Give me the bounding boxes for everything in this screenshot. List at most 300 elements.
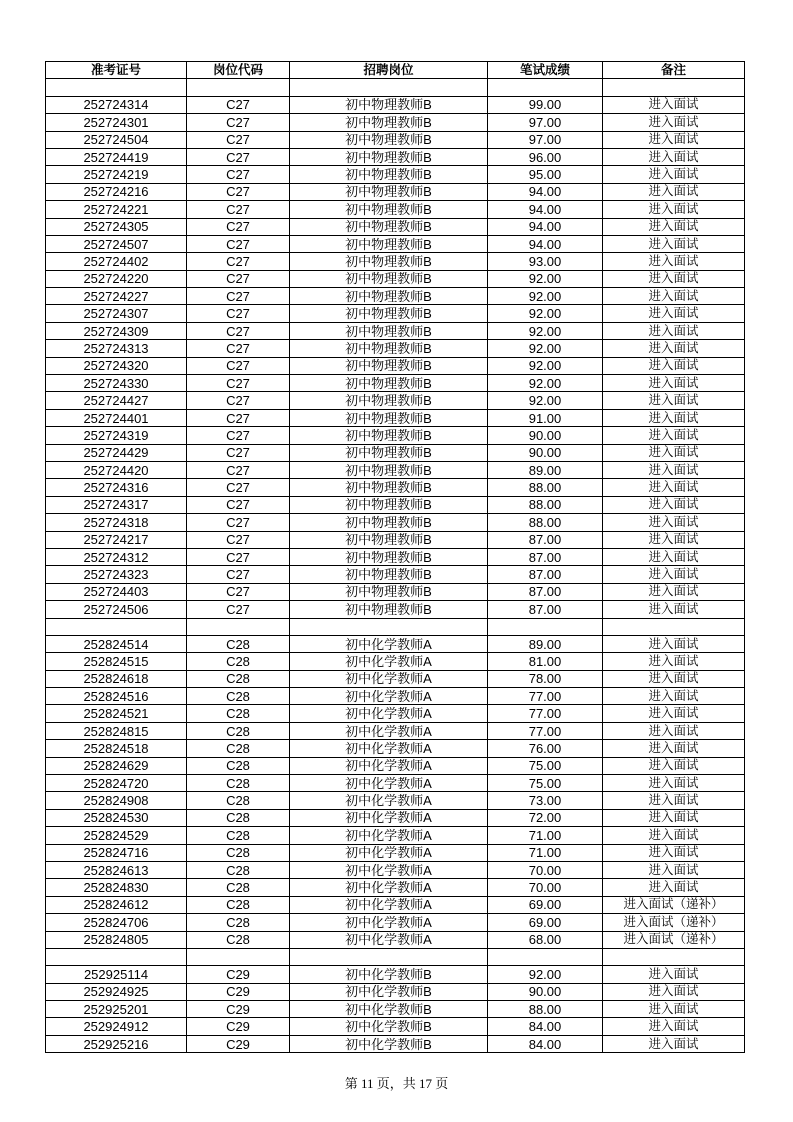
cell-written-score xyxy=(488,948,603,965)
cell-exam-id: 252724320 xyxy=(46,357,187,374)
cell-written-score: 88.00 xyxy=(488,1001,603,1018)
table-row xyxy=(46,444,745,461)
cell-exam-id: 252724330 xyxy=(46,375,187,392)
cell-remark xyxy=(603,618,745,635)
cell-written-score: 95.00 xyxy=(488,166,603,183)
cell-remark: 进入面试 xyxy=(603,635,745,652)
blank-row xyxy=(46,948,745,965)
table-row xyxy=(46,861,745,878)
cell-exam-id xyxy=(46,79,187,96)
cell-remark: 进入面试 xyxy=(603,340,745,357)
cell-exam-id: 252824629 xyxy=(46,757,187,774)
cell-exam-id: 252824830 xyxy=(46,879,187,896)
cell-exam-id: 252824815 xyxy=(46,722,187,739)
cell-written-score: 92.00 xyxy=(488,288,603,305)
cell-post-code: C27 xyxy=(187,548,290,565)
cell-post-name: 初中化学教师B xyxy=(290,1001,488,1018)
cell-remark: 进入面试 xyxy=(603,514,745,531)
table-row xyxy=(46,583,745,600)
cell-written-score: 92.00 xyxy=(488,357,603,374)
cell-post-name: 初中化学教师A xyxy=(290,670,488,687)
cell-remark: 进入面试 xyxy=(603,305,745,322)
header-row xyxy=(46,62,745,79)
table-row xyxy=(46,914,745,931)
cell-post-code: C28 xyxy=(187,879,290,896)
cell-written-score: 92.00 xyxy=(488,375,603,392)
cell-written-score xyxy=(488,79,603,96)
cell-remark: 进入面试 xyxy=(603,827,745,844)
table-row xyxy=(46,427,745,444)
cell-exam-id: 252824518 xyxy=(46,740,187,757)
cell-post-code: C28 xyxy=(187,844,290,861)
cell-remark: 进入面试 xyxy=(603,96,745,113)
cell-post-code: C27 xyxy=(187,583,290,600)
table-row xyxy=(46,966,745,983)
cell-post-code: C27 xyxy=(187,270,290,287)
cell-exam-id: 252724429 xyxy=(46,444,187,461)
cell-written-score: 81.00 xyxy=(488,653,603,670)
cell-exam-id: 252724403 xyxy=(46,583,187,600)
cell-written-score: 90.00 xyxy=(488,983,603,1000)
cell-remark: 进入面试 xyxy=(603,809,745,826)
table-row xyxy=(46,357,745,374)
cell-written-score: 87.00 xyxy=(488,548,603,565)
cell-remark: 进入面试 xyxy=(603,496,745,513)
table-row xyxy=(46,775,745,792)
cell-post-code: C28 xyxy=(187,722,290,739)
cell-written-score xyxy=(488,618,603,635)
table-row xyxy=(46,983,745,1000)
cell-written-score: 84.00 xyxy=(488,1035,603,1052)
cell-remark: 进入面试 xyxy=(603,775,745,792)
cell-remark: 进入面试（递补） xyxy=(603,914,745,931)
cell-post-name: 初中物理教师B xyxy=(290,340,488,357)
cell-post-code: C28 xyxy=(187,670,290,687)
cell-post-code: C27 xyxy=(187,148,290,165)
cell-remark: 进入面试 xyxy=(603,566,745,583)
cell-post-name: 初中化学教师A xyxy=(290,792,488,809)
table-row xyxy=(46,740,745,757)
cell-remark: 进入面试 xyxy=(603,444,745,461)
cell-post-name: 初中物理教师B xyxy=(290,114,488,131)
cell-post-name: 初中化学教师A xyxy=(290,844,488,861)
cell-exam-id: 252724419 xyxy=(46,148,187,165)
cell-post-code: C28 xyxy=(187,688,290,705)
cell-remark: 进入面试 xyxy=(603,670,745,687)
cell-remark: 进入面试 xyxy=(603,201,745,218)
cell-post-code: C27 xyxy=(187,479,290,496)
cell-exam-id: 252724319 xyxy=(46,427,187,444)
cell-post-code: C29 xyxy=(187,1001,290,1018)
cell-post-code: C29 xyxy=(187,966,290,983)
cell-post-name: 初中物理教师B xyxy=(290,461,488,478)
cell-written-score: 72.00 xyxy=(488,809,603,826)
table-row xyxy=(46,792,745,809)
table-row xyxy=(46,496,745,513)
cell-remark: 进入面试（递补） xyxy=(603,931,745,948)
table-row xyxy=(46,635,745,652)
cell-remark: 进入面试 xyxy=(603,253,745,270)
cell-written-score: 77.00 xyxy=(488,688,603,705)
header-written-score: 笔试成绩 xyxy=(488,62,603,79)
cell-written-score: 90.00 xyxy=(488,444,603,461)
table-row xyxy=(46,566,745,583)
cell-post-name: 初中物理教师B xyxy=(290,409,488,426)
cell-remark: 进入面试 xyxy=(603,548,745,565)
cell-remark: 进入面试 xyxy=(603,861,745,878)
cell-exam-id: 252724401 xyxy=(46,409,187,426)
cell-exam-id: 252724301 xyxy=(46,114,187,131)
table-row xyxy=(46,879,745,896)
cell-written-score: 88.00 xyxy=(488,514,603,531)
cell-post-name: 初中化学教师A xyxy=(290,879,488,896)
cell-exam-id: 252924925 xyxy=(46,983,187,1000)
cell-exam-id xyxy=(46,618,187,635)
cell-written-score: 87.00 xyxy=(488,601,603,618)
cell-post-name: 初中化学教师A xyxy=(290,809,488,826)
cell-written-score: 87.00 xyxy=(488,583,603,600)
cell-remark: 进入面试 xyxy=(603,1001,745,1018)
cell-post-name: 初中化学教师A xyxy=(290,653,488,670)
cell-post-code: C27 xyxy=(187,566,290,583)
cell-remark: 进入面试 xyxy=(603,844,745,861)
cell-exam-id: 252925216 xyxy=(46,1035,187,1052)
cell-written-score: 92.00 xyxy=(488,966,603,983)
cell-post-name: 初中物理教师B xyxy=(290,479,488,496)
cell-remark: 进入面试 xyxy=(603,479,745,496)
cell-remark: 进入面试 xyxy=(603,653,745,670)
cell-post-code: C27 xyxy=(187,392,290,409)
cell-remark: 进入面试 xyxy=(603,879,745,896)
table-row xyxy=(46,844,745,861)
cell-exam-id: 252824529 xyxy=(46,827,187,844)
cell-post-code: C27 xyxy=(187,601,290,618)
table-row xyxy=(46,688,745,705)
cell-post-name: 初中物理教师B xyxy=(290,427,488,444)
cell-exam-id: 252724312 xyxy=(46,548,187,565)
table-row xyxy=(46,670,745,687)
cell-exam-id: 252824805 xyxy=(46,931,187,948)
cell-post-name: 初中化学教师B xyxy=(290,966,488,983)
cell-post-name: 初中化学教师A xyxy=(290,722,488,739)
cell-post-name: 初中物理教师B xyxy=(290,235,488,252)
cell-post-code: C27 xyxy=(187,201,290,218)
cell-post-name: 初中物理教师B xyxy=(290,131,488,148)
cell-remark: 进入面试 xyxy=(603,183,745,200)
page-footer: 第 11 页，共 17 页 xyxy=(344,1076,449,1091)
cell-exam-id: 252724317 xyxy=(46,496,187,513)
cell-post-name: 初中物理教师B xyxy=(290,322,488,339)
cell-post-name: 初中物理教师B xyxy=(290,148,488,165)
cell-remark: 进入面试 xyxy=(603,705,745,722)
cell-post-code: C27 xyxy=(187,253,290,270)
cell-post-name: 初中物理教师B xyxy=(290,375,488,392)
cell-post-name: 初中物理教师B xyxy=(290,531,488,548)
cell-post-code: C27 xyxy=(187,427,290,444)
cell-post-name xyxy=(290,948,488,965)
cell-remark: 进入面试 xyxy=(603,114,745,131)
cell-post-code: C27 xyxy=(187,166,290,183)
cell-written-score: 78.00 xyxy=(488,670,603,687)
table-row xyxy=(46,183,745,200)
table-row xyxy=(46,531,745,548)
cell-written-score: 99.00 xyxy=(488,96,603,113)
cell-exam-id: 252824720 xyxy=(46,775,187,792)
table-row xyxy=(46,705,745,722)
cell-remark: 进入面试 xyxy=(603,392,745,409)
cell-written-score: 70.00 xyxy=(488,879,603,896)
cell-exam-id: 252724427 xyxy=(46,392,187,409)
cell-exam-id: 252724305 xyxy=(46,218,187,235)
header-remark: 备注 xyxy=(603,62,745,79)
table-row xyxy=(46,270,745,287)
cell-post-name: 初中化学教师A xyxy=(290,635,488,652)
cell-post-code xyxy=(187,618,290,635)
cell-exam-id: 252824612 xyxy=(46,896,187,913)
cell-post-code: C27 xyxy=(187,305,290,322)
cell-post-name: 初中物理教师B xyxy=(290,583,488,600)
cell-remark: 进入面试 xyxy=(603,148,745,165)
cell-remark: 进入面试 xyxy=(603,235,745,252)
cell-post-code: C27 xyxy=(187,444,290,461)
cell-exam-id: 252824516 xyxy=(46,688,187,705)
cell-exam-id: 252824613 xyxy=(46,861,187,878)
cell-exam-id: 252824530 xyxy=(46,809,187,826)
cell-exam-id: 252724316 xyxy=(46,479,187,496)
cell-remark: 进入面试 xyxy=(603,288,745,305)
table-row xyxy=(46,1001,745,1018)
cell-written-score: 76.00 xyxy=(488,740,603,757)
cell-post-code: C27 xyxy=(187,131,290,148)
cell-post-code: C29 xyxy=(187,1035,290,1052)
cell-written-score: 77.00 xyxy=(488,705,603,722)
cell-exam-id: 252724314 xyxy=(46,96,187,113)
cell-exam-id: 252724217 xyxy=(46,531,187,548)
cell-post-code: C28 xyxy=(187,931,290,948)
header-exam-id: 准考证号 xyxy=(46,62,187,79)
cell-exam-id: 252925201 xyxy=(46,1001,187,1018)
cell-post-code: C28 xyxy=(187,792,290,809)
cell-exam-id: 252824515 xyxy=(46,653,187,670)
cell-written-score: 71.00 xyxy=(488,844,603,861)
cell-remark: 进入面试 xyxy=(603,583,745,600)
table-row xyxy=(46,253,745,270)
cell-exam-id xyxy=(46,948,187,965)
cell-post-code: C27 xyxy=(187,531,290,548)
cell-remark: 进入面试 xyxy=(603,688,745,705)
cell-remark: 进入面试 xyxy=(603,131,745,148)
cell-exam-id: 252824521 xyxy=(46,705,187,722)
cell-exam-id: 252724219 xyxy=(46,166,187,183)
cell-post-code: C27 xyxy=(187,375,290,392)
cell-exam-id: 252724402 xyxy=(46,253,187,270)
cell-written-score: 94.00 xyxy=(488,201,603,218)
cell-post-code: C27 xyxy=(187,114,290,131)
cell-post-name: 初中物理教师B xyxy=(290,444,488,461)
cell-post-code: C27 xyxy=(187,357,290,374)
cell-post-name: 初中化学教师A xyxy=(290,861,488,878)
cell-post-code: C27 xyxy=(187,288,290,305)
cell-remark xyxy=(603,948,745,965)
cell-exam-id: 252925114 xyxy=(46,966,187,983)
cell-post-code: C27 xyxy=(187,514,290,531)
cell-post-code: C28 xyxy=(187,653,290,670)
cell-post-code: C28 xyxy=(187,896,290,913)
table-row xyxy=(46,322,745,339)
cell-post-code: C29 xyxy=(187,1018,290,1035)
cell-post-code: C27 xyxy=(187,496,290,513)
cell-post-code: C28 xyxy=(187,827,290,844)
cell-post-name: 初中物理教师B xyxy=(290,566,488,583)
header-post-code: 岗位代码 xyxy=(187,62,290,79)
cell-exam-id: 252724318 xyxy=(46,514,187,531)
cell-remark: 进入面试 xyxy=(603,218,745,235)
cell-post-name: 初中物理教师B xyxy=(290,496,488,513)
cell-post-name: 初中物理教师B xyxy=(290,514,488,531)
cell-post-code: C28 xyxy=(187,809,290,826)
cell-post-name: 初中化学教师A xyxy=(290,775,488,792)
cell-exam-id: 252724420 xyxy=(46,461,187,478)
cell-written-score: 87.00 xyxy=(488,566,603,583)
cell-post-name: 初中物理教师B xyxy=(290,548,488,565)
cell-post-name: 初中化学教师B xyxy=(290,983,488,1000)
cell-post-name: 初中物理教师B xyxy=(290,357,488,374)
table-body xyxy=(46,79,745,1053)
cell-exam-id: 252724216 xyxy=(46,183,187,200)
cell-post-name: 初中化学教师B xyxy=(290,1018,488,1035)
cell-written-score: 94.00 xyxy=(488,235,603,252)
cell-post-name: 初中化学教师A xyxy=(290,896,488,913)
cell-post-name: 初中物理教师B xyxy=(290,305,488,322)
cell-post-name xyxy=(290,618,488,635)
table-row xyxy=(46,201,745,218)
cell-post-code: C27 xyxy=(187,340,290,357)
cell-post-name: 初中物理教师B xyxy=(290,601,488,618)
cell-post-name: 初中化学教师A xyxy=(290,688,488,705)
cell-remark: 进入面试 xyxy=(603,375,745,392)
cell-post-code: C27 xyxy=(187,218,290,235)
cell-written-score: 77.00 xyxy=(488,722,603,739)
cell-exam-id: 252724313 xyxy=(46,340,187,357)
table-row xyxy=(46,461,745,478)
cell-remark: 进入面试 xyxy=(603,461,745,478)
cell-exam-id: 252724227 xyxy=(46,288,187,305)
table-row xyxy=(46,827,745,844)
cell-remark: 进入面试（递补） xyxy=(603,896,745,913)
cell-remark: 进入面试 xyxy=(603,409,745,426)
table-row xyxy=(46,409,745,426)
cell-written-score: 73.00 xyxy=(488,792,603,809)
cell-post-code: C27 xyxy=(187,409,290,426)
table-row xyxy=(46,166,745,183)
cell-exam-id: 252924912 xyxy=(46,1018,187,1035)
cell-post-code: C28 xyxy=(187,914,290,931)
cell-post-code: C27 xyxy=(187,235,290,252)
table-row xyxy=(46,96,745,113)
table-row xyxy=(46,757,745,774)
table-row xyxy=(46,1018,745,1035)
table-row xyxy=(46,896,745,913)
cell-post-name: 初中化学教师A xyxy=(290,914,488,931)
cell-remark: 进入面试 xyxy=(603,792,745,809)
cell-post-code: C28 xyxy=(187,740,290,757)
cell-written-score: 96.00 xyxy=(488,148,603,165)
cell-post-name: 初中物理教师B xyxy=(290,96,488,113)
cell-post-name: 初中化学教师B xyxy=(290,1035,488,1052)
cell-written-score: 92.00 xyxy=(488,305,603,322)
table-row xyxy=(46,131,745,148)
table-row xyxy=(46,218,745,235)
cell-written-score: 94.00 xyxy=(488,183,603,200)
cell-post-name: 初中物理教师B xyxy=(290,288,488,305)
header-post-name: 招聘岗位 xyxy=(290,62,488,79)
cell-post-name: 初中物理教师B xyxy=(290,183,488,200)
cell-remark: 进入面试 xyxy=(603,966,745,983)
cell-post-name: 初中物理教师B xyxy=(290,201,488,218)
cell-remark: 进入面试 xyxy=(603,740,745,757)
cell-post-name: 初中物理教师B xyxy=(290,253,488,270)
cell-exam-id: 252724221 xyxy=(46,201,187,218)
table-row xyxy=(46,722,745,739)
cell-post-code xyxy=(187,948,290,965)
table-row xyxy=(46,514,745,531)
table-row xyxy=(46,340,745,357)
table-row xyxy=(46,548,745,565)
cell-post-name: 初中化学教师A xyxy=(290,757,488,774)
table-row xyxy=(46,305,745,322)
table-row xyxy=(46,288,745,305)
cell-post-name xyxy=(290,79,488,96)
cell-remark: 进入面试 xyxy=(603,983,745,1000)
table-row xyxy=(46,931,745,948)
cell-post-name: 初中化学教师A xyxy=(290,740,488,757)
cell-written-score: 68.00 xyxy=(488,931,603,948)
cell-exam-id: 252824618 xyxy=(46,670,187,687)
cell-written-score: 70.00 xyxy=(488,861,603,878)
cell-written-score: 89.00 xyxy=(488,461,603,478)
cell-written-score: 88.00 xyxy=(488,496,603,513)
cell-exam-id: 252724507 xyxy=(46,235,187,252)
cell-exam-id: 252724504 xyxy=(46,131,187,148)
cell-post-code: C29 xyxy=(187,983,290,1000)
cell-written-score: 94.00 xyxy=(488,218,603,235)
table-row xyxy=(46,653,745,670)
table-row xyxy=(46,148,745,165)
cell-exam-id: 252824706 xyxy=(46,914,187,931)
cell-post-code: C28 xyxy=(187,757,290,774)
cell-written-score: 92.00 xyxy=(488,322,603,339)
blank-row xyxy=(46,79,745,96)
cell-post-code: C28 xyxy=(187,635,290,652)
cell-exam-id: 252824514 xyxy=(46,635,187,652)
table-row xyxy=(46,809,745,826)
cell-post-code: C28 xyxy=(187,775,290,792)
cell-written-score: 88.00 xyxy=(488,479,603,496)
cell-written-score: 84.00 xyxy=(488,1018,603,1035)
cell-exam-id: 252724323 xyxy=(46,566,187,583)
cell-post-name: 初中化学教师A xyxy=(290,827,488,844)
cell-exam-id: 252724506 xyxy=(46,601,187,618)
cell-remark: 进入面试 xyxy=(603,757,745,774)
cell-remark: 进入面试 xyxy=(603,722,745,739)
cell-post-code: C27 xyxy=(187,322,290,339)
cell-remark: 进入面试 xyxy=(603,357,745,374)
cell-post-code xyxy=(187,79,290,96)
cell-post-code: C27 xyxy=(187,183,290,200)
blank-row xyxy=(46,618,745,635)
cell-post-name: 初中化学教师A xyxy=(290,931,488,948)
cell-post-name: 初中物理教师B xyxy=(290,166,488,183)
